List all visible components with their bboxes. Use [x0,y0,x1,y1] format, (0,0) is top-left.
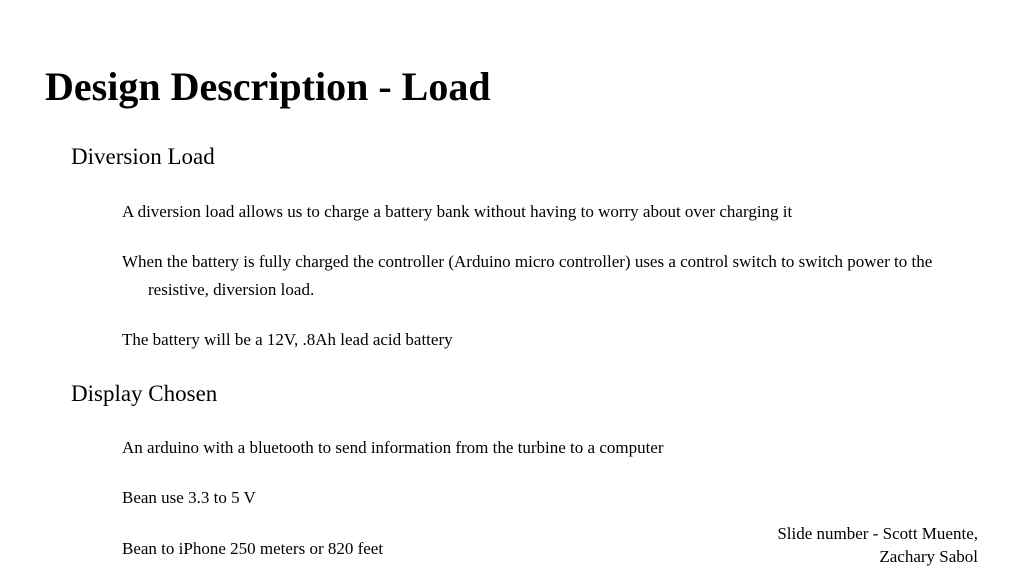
bullet-diversion-load-purpose: A diversion load allows us to charge a battery bank without having to worry about over charging it [122,202,793,221]
slide-title: Design Description - Load [45,64,491,109]
bullet-arduino-bluetooth: An arduino with a bluetooth to send information from the turbine to a computer [122,438,664,457]
section-heading-display-chosen: Display Chosen [71,381,218,406]
footer-line-slide-number: Slide number - Scott Muente, [777,524,978,543]
bullet-controller-switch: When the battery is fully charged the controller (Arduino micro controller) uses a control switch to switch power to the resistive, diversion load. [122,252,933,299]
bullet-bean-range: Bean to iPhone 250 meters or 820 feet [122,539,384,558]
section-heading-diversion-load: Diversion Load [71,144,215,169]
footer-line-author: Zachary Sabol [879,547,978,566]
slide-footer [718,522,978,568]
bullet-bean-voltage: Bean use 3.3 to 5 V [122,488,256,507]
bullet-battery-spec: The battery will be a 12V, .8Ah lead acid battery [122,330,453,349]
